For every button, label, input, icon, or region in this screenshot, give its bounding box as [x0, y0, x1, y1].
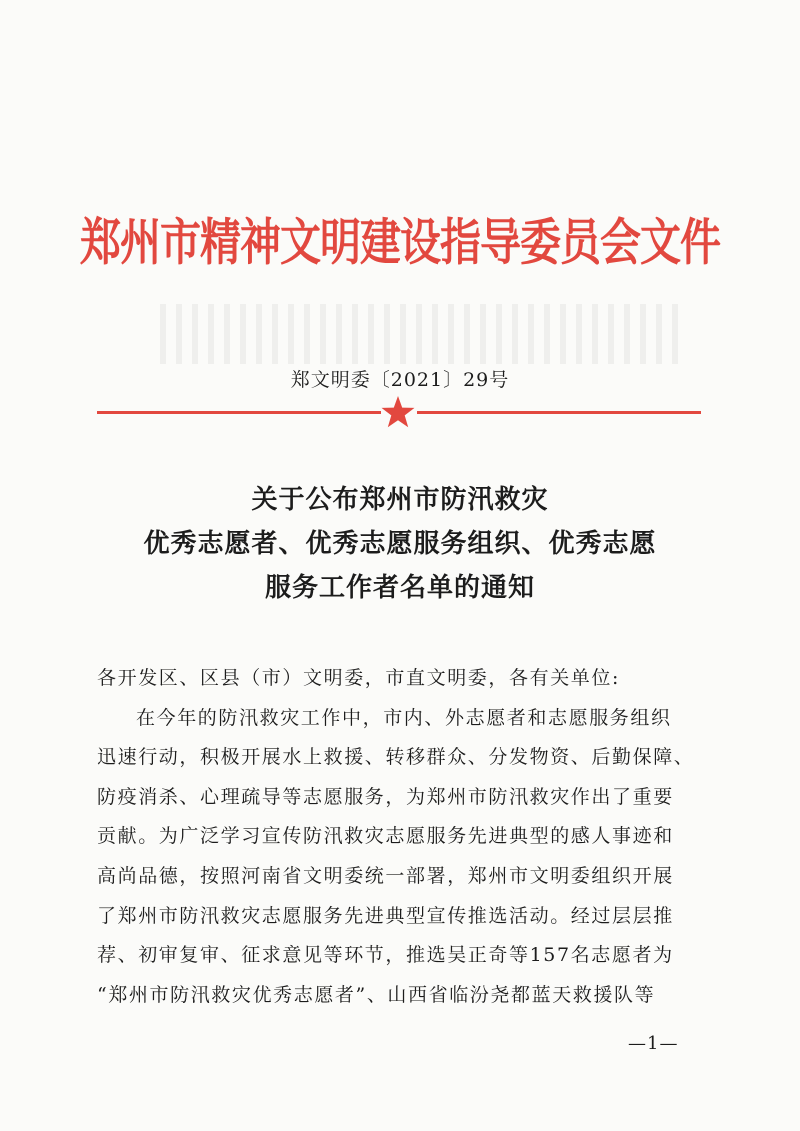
paragraph-line: 了郑州市防汛救灾志愿服务先进典型宣传推选活动。经过层层推: [97, 904, 674, 927]
scan-artifact: [160, 304, 680, 364]
red-divider-right: [417, 411, 701, 414]
notice-title: [60, 478, 740, 610]
star-icon: [380, 395, 416, 429]
paragraph-line: 在今年的防汛救灾工作中，市内、外志愿者和志愿服务组织: [136, 706, 672, 729]
issuing-organization-title: 郑州市精神文明建设指导委员会文件: [80, 213, 720, 272]
notice-title-line: 优秀志愿者、优秀志愿服务组织、优秀志愿: [143, 529, 657, 559]
paragraph-line: 荐、初审复审、征求意见等环节，推选吴正奇等157名志愿者为: [97, 944, 674, 967]
body-text: [97, 659, 709, 1015]
paragraph-line: 高尚品德，按照河南省文明委统一部署，郑州市文明委组织开展: [97, 864, 674, 887]
notice-title-line: 服务工作者名单的通知: [264, 573, 535, 603]
notice-title-line: 关于公布郑州市防汛救灾: [251, 485, 549, 515]
paragraph-line: “郑州市防汛救灾优秀志愿者”、山西省临汾尧都蓝天救援队等: [97, 983, 656, 1006]
document-number: 郑文明委〔2021〕29号: [290, 369, 510, 391]
paragraph-line: 贡献。为广泛学习宣传防汛救灾志愿服务先进典型的感人事迹和: [97, 825, 674, 848]
paragraph-line: 防疫消杀、心理疏导等志愿服务，为郑州市防汛救灾作出了重要: [97, 785, 674, 808]
red-divider-left: [97, 411, 381, 414]
page-number: —1—: [628, 1033, 679, 1054]
addressee-line: 各开发区、区县（市）文明委，市直文明委，各有关单位:: [97, 667, 621, 689]
paragraph-line: 迅速行动，积极开展水上救援、转移群众、分发物资、后勤保障、: [97, 746, 695, 769]
